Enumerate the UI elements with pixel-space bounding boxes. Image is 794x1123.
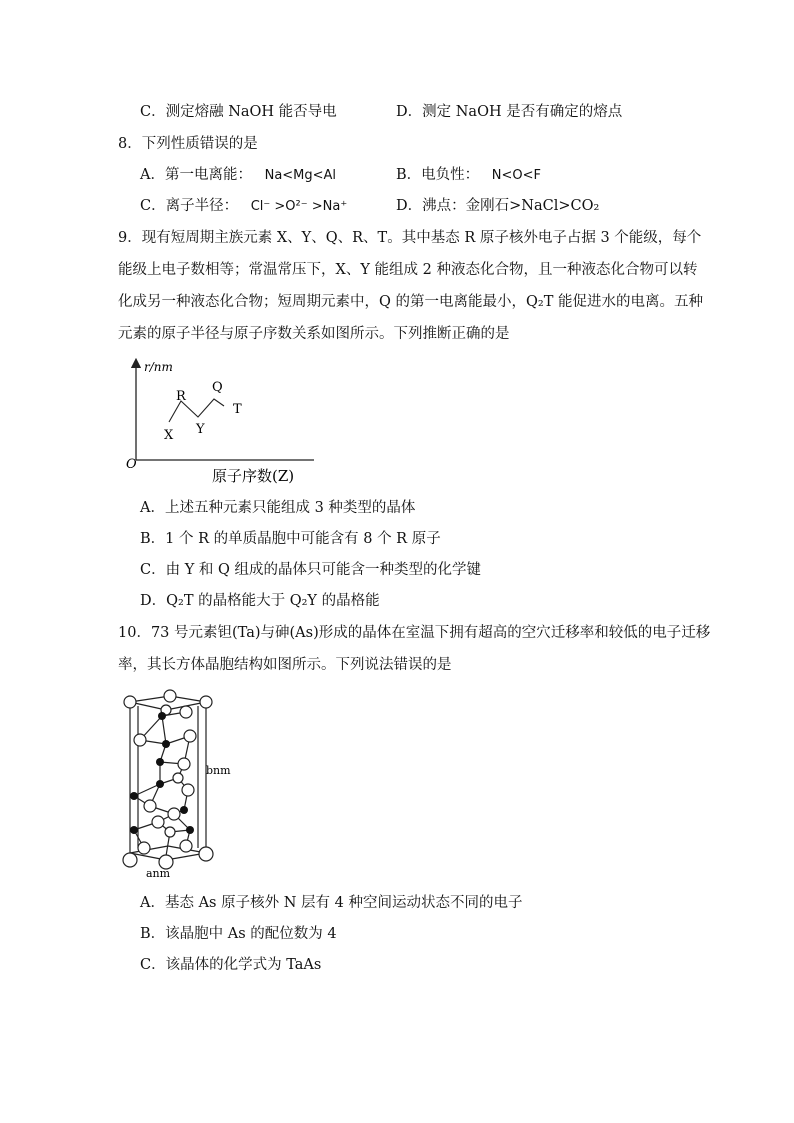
point-label-t: T (233, 402, 242, 417)
q8-option-d: D．沸点：金刚石>NaCl>CO₂ (396, 198, 600, 214)
filled-atoms (130, 712, 194, 834)
q8-option-c-prefix: C．离子半径： (140, 198, 239, 214)
x-axis-label: 原子序数(Z) (212, 467, 295, 485)
q8-option-b-prefix: B．电负性： (396, 167, 480, 183)
q10-stem-line1: 10．73 号元素钽(Ta)与砷(As)形成的晶体在室温下拥有超高的空穴迁移率和较低的电子迁移 (118, 625, 711, 641)
q8-option-b (396, 165, 541, 186)
q8-option-a-value: Na<Mg<Al (264, 168, 337, 183)
q8-option-a (140, 165, 336, 186)
q9-option-c: C．由 Y 和 Q 组成的晶体只可能含一种类型的化学键 (140, 562, 481, 578)
cell-bottom-label: anm (146, 867, 171, 880)
q9-stem-line2: 能级上电子数相等；常温常压下，X、Y 能组成 2 种液态化合物，且一种液态化合物可以转 (118, 262, 698, 278)
q8-stem: 8．下列性质错误的是 (118, 136, 258, 152)
q9-stem-line4: 元素的原子半径与原子序数关系如图所示。下列推断正确的是 (118, 326, 510, 342)
y-axis-label: r/nm (144, 360, 173, 374)
q10-option-a: A．基态 As 原子核外 N 层有 4 种空间运动状态不同的电子 (140, 895, 523, 911)
q9-option-d: D．Q₂T 的晶格能大于 Q₂Y 的晶格能 (140, 593, 380, 609)
q9-option-b: B．1 个 R 的单质晶胞中可能含有 8 个 R 原子 (140, 531, 441, 547)
origin-label: O (126, 457, 137, 472)
q8-option-c (140, 196, 347, 217)
q10-option-c: C．该晶体的化学式为 TaAs (140, 957, 322, 973)
q10-option-b: B．该晶胞中 As 的配位数为 4 (140, 926, 337, 942)
q9-stem-line3: 化成另一种液态化合物；短周期元素中，Q 的第一电离能最小，Q₂T 能促进水的电离。五种 (118, 294, 703, 310)
cell-side-label: bnm (206, 764, 231, 777)
q8-option-b-value: N<O<F (491, 168, 541, 183)
q9-option-a: A．上述五种元素只能组成 3 种类型的晶体 (140, 500, 416, 516)
point-label-y: Y (196, 422, 205, 437)
q7-option-d: D．测定 NaOH 是否有确定的熔点 (396, 104, 623, 120)
q10-unit-cell-figure (118, 688, 248, 880)
q7-option-c: C．测定熔融 NaOH 能否导电 (140, 104, 337, 120)
point-label-x: X (164, 428, 174, 443)
q9-stem-line1: 9．现有短周期主族元素 X、Y、Q、R、T。其中基态 R 原子核外电子占据 3 个能级，每个 (118, 230, 702, 246)
q9-radius-figure (118, 355, 318, 485)
q10-stem-line2: 率，其长方体晶胞结构如图所示。下列说法错误的是 (118, 657, 452, 673)
q8-option-a-prefix: A．第一电离能： (140, 167, 252, 183)
point-label-q: Q (212, 380, 223, 395)
q8-option-c-value: Cl⁻ >O²⁻ >Na⁺ (250, 199, 348, 214)
point-label-r: R (176, 389, 186, 404)
